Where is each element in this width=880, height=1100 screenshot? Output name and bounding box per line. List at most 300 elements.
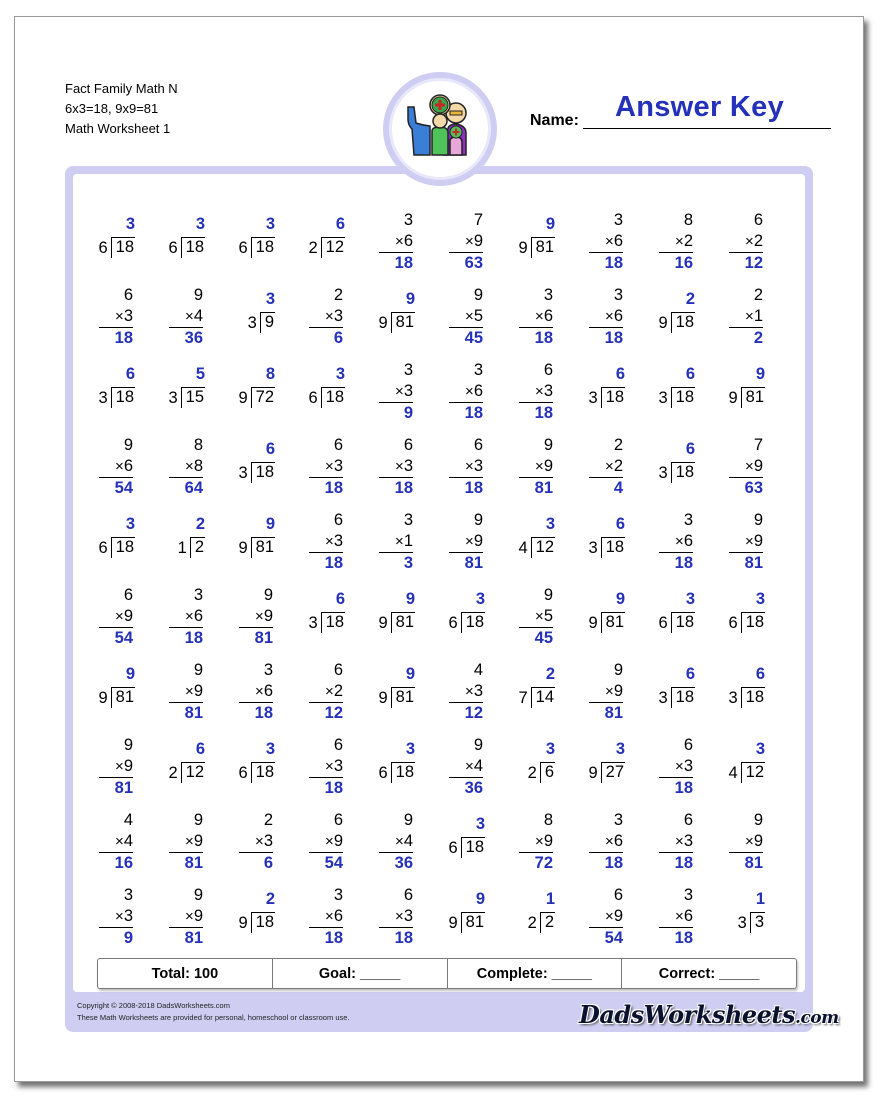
product-answer: 81 (464, 554, 483, 572)
dividend-box (601, 365, 625, 408)
factor-bottom: 4 (473, 757, 483, 775)
factor-top: 3 (683, 511, 693, 529)
divisor: 2 (527, 914, 537, 932)
divisor: 3 (588, 389, 598, 407)
factor-bottom-row (729, 456, 763, 478)
division-bracket (518, 515, 555, 558)
factor-top: 4 (473, 661, 483, 679)
dividend: 81 (465, 913, 484, 931)
factor-bottom: 6 (613, 307, 623, 325)
product-answer: 54 (324, 854, 343, 872)
times-sign: × (395, 908, 404, 925)
multiplication-stack (729, 810, 763, 874)
name-line (583, 128, 831, 129)
division-problem (647, 269, 717, 344)
factor-bottom: 6 (613, 232, 623, 250)
quotient-answer: 9 (475, 890, 485, 908)
multiplication-problem (437, 644, 507, 722)
dividend: 81 (535, 238, 554, 256)
multiplication-problem (577, 194, 647, 272)
factor-top: 6 (613, 886, 623, 904)
dividend-box (601, 590, 625, 633)
copyright-line: Copyright © 2008-2018 DadsWorksheets.com (77, 1001, 230, 1010)
dividend-box (251, 890, 275, 933)
factor-top: 6 (333, 511, 343, 529)
factor-bottom: 8 (193, 457, 203, 475)
times-sign: × (255, 833, 264, 850)
divisor: 6 (98, 539, 108, 557)
dividend-box (391, 665, 415, 708)
division-problem (157, 194, 227, 269)
dividend: 18 (675, 688, 694, 706)
dividend: 18 (605, 538, 624, 556)
product-answer: 18 (324, 554, 343, 572)
multiplication-stack (169, 585, 203, 649)
divisor: 9 (588, 614, 598, 632)
dividend-box (111, 665, 135, 708)
dividend-box (321, 365, 345, 408)
multiplication-problem (297, 494, 367, 572)
dividend-box (741, 665, 765, 708)
division-bracket (658, 365, 695, 408)
factor-bottom-row (379, 456, 413, 478)
division-problem (227, 719, 297, 794)
divisor: 6 (308, 389, 318, 407)
division-problem (227, 344, 297, 419)
division-problem (227, 419, 297, 494)
factor-bottom-row (169, 831, 203, 853)
division-problem (157, 344, 227, 419)
divisor: 1 (177, 539, 187, 557)
factor-top: 3 (263, 661, 273, 679)
multiplication-problem (297, 794, 367, 872)
dividend: 18 (675, 388, 694, 406)
division-problem (367, 269, 437, 344)
factor-bottom-row (99, 606, 133, 628)
quotient-answer: 9 (545, 215, 555, 233)
times-sign: × (535, 308, 544, 325)
divisor: 3 (308, 614, 318, 632)
multiplication-problem (157, 794, 227, 872)
name-label: Name: (530, 112, 579, 129)
multiplication-stack (589, 810, 623, 874)
division-bracket (658, 665, 695, 708)
times-sign: × (325, 908, 334, 925)
dividend-box (461, 590, 485, 633)
factor-bottom-row (449, 531, 483, 553)
product-answer: 81 (254, 629, 273, 647)
division-bracket (527, 890, 555, 933)
multiplication-stack (589, 435, 623, 499)
product-answer: 12 (464, 704, 483, 722)
dividend-box (741, 740, 765, 783)
multiplication-stack (729, 285, 763, 349)
times-sign: × (395, 233, 404, 250)
multiplication-problem (367, 494, 437, 572)
division-bracket (518, 215, 555, 258)
multiplication-stack (379, 360, 413, 424)
factor-bottom: 3 (123, 907, 133, 925)
complete-field: Complete: _____ (448, 959, 623, 988)
division-problem (647, 569, 717, 644)
factor-bottom: 6 (543, 307, 553, 325)
divisor: 2 (168, 764, 178, 782)
factor-bottom-row (589, 906, 623, 928)
dividend-box (531, 515, 555, 558)
factor-bottom: 3 (123, 307, 133, 325)
factor-top: 3 (403, 511, 413, 529)
divisor: 2 (308, 239, 318, 257)
division-bracket (247, 290, 275, 333)
factor-bottom: 9 (263, 607, 273, 625)
factor-bottom: 3 (543, 382, 553, 400)
times-sign: × (605, 833, 614, 850)
quotient-answer: 6 (265, 440, 275, 458)
factor-bottom: 6 (123, 457, 133, 475)
times-sign: × (675, 833, 684, 850)
multiplication-problem (577, 869, 647, 947)
multiplication-problem (717, 794, 787, 872)
division-bracket (238, 890, 275, 933)
multiplication-problem (437, 419, 507, 497)
division-bracket (737, 890, 765, 933)
multiplication-problem (717, 269, 787, 347)
factor-bottom: 9 (543, 457, 553, 475)
product-answer: 45 (464, 329, 483, 347)
factor-bottom-row (659, 756, 693, 778)
division-problem (157, 494, 227, 569)
multiplication-problem (507, 794, 577, 872)
factor-top: 6 (543, 361, 553, 379)
multiplication-problem (157, 644, 227, 722)
multiplication-problem (437, 269, 507, 347)
divisor: 3 (658, 464, 668, 482)
multiplication-stack (309, 435, 343, 499)
times-sign: × (465, 308, 474, 325)
dividend: 81 (115, 688, 134, 706)
division-problem (87, 344, 157, 419)
division-problem (227, 494, 297, 569)
product-answer: 72 (534, 854, 553, 872)
divisor: 9 (448, 914, 458, 932)
dividend-box (391, 740, 415, 783)
dividend: 81 (605, 613, 624, 631)
division-problem (717, 344, 787, 419)
times-sign: × (255, 608, 264, 625)
dividend: 81 (745, 388, 764, 406)
factor-bottom-row (449, 681, 483, 703)
factor-bottom-row (169, 306, 203, 328)
multiplication-problem (437, 719, 507, 797)
times-sign: × (465, 233, 474, 250)
factor-top: 6 (473, 436, 483, 454)
multiplication-problem (647, 794, 717, 872)
divisor: 3 (168, 389, 178, 407)
division-bracket (238, 740, 275, 783)
times-sign: × (605, 458, 614, 475)
factor-bottom: 3 (473, 457, 483, 475)
quotient-answer: 3 (125, 515, 135, 533)
divisor: 3 (588, 539, 598, 557)
factor-bottom-row (449, 381, 483, 403)
factor-top: 9 (543, 586, 553, 604)
division-bracket (168, 365, 205, 408)
divisor: 9 (378, 689, 388, 707)
divisor: 6 (448, 614, 458, 632)
factor-bottom: 3 (333, 457, 343, 475)
times-sign: × (745, 533, 754, 550)
dividend-box (540, 890, 555, 933)
answer-key-label: Answer Key (615, 91, 785, 123)
quotient-answer: 3 (335, 365, 345, 383)
times-sign: × (115, 908, 124, 925)
dividend: 18 (395, 763, 414, 781)
factor-top: 6 (753, 211, 763, 229)
product-answer: 16 (114, 854, 133, 872)
dividend: 12 (745, 763, 764, 781)
dividend: 81 (395, 613, 414, 631)
times-sign: × (185, 908, 194, 925)
multiplication-stack (169, 660, 203, 724)
product-answer: 12 (744, 254, 763, 272)
division-problem (87, 194, 157, 269)
dividend: 18 (115, 538, 134, 556)
factor-bottom-row (589, 831, 623, 853)
worksheet-number: Math Worksheet 1 (65, 121, 171, 136)
division-problem (717, 569, 787, 644)
dividend: 27 (605, 763, 624, 781)
division-problem (717, 869, 787, 944)
factor-top: 6 (403, 436, 413, 454)
multiplication-problem (647, 494, 717, 572)
times-sign: × (465, 458, 474, 475)
dividend-box (251, 215, 275, 258)
multiplication-problem (507, 344, 577, 422)
multiplication-problem (157, 419, 227, 497)
factor-bottom: 9 (613, 907, 623, 925)
division-problem (437, 794, 507, 869)
factor-bottom-row (309, 756, 343, 778)
dividend: 18 (675, 463, 694, 481)
dividend: 2 (194, 538, 204, 556)
multiplication-problem (437, 194, 507, 272)
multiplication-stack (659, 210, 693, 274)
divisor: 9 (238, 914, 248, 932)
divisor: 6 (98, 239, 108, 257)
multiplication-stack (449, 210, 483, 274)
multiplication-stack (169, 810, 203, 874)
product-answer: 54 (604, 929, 623, 947)
multiplication-problem (647, 869, 717, 947)
product-answer: 2 (753, 329, 763, 347)
multiplication-problem (437, 494, 507, 572)
division-bracket (728, 740, 765, 783)
dividend-box (391, 590, 415, 633)
worksheet-page (14, 16, 864, 1082)
factor-top: 8 (683, 211, 693, 229)
multiplication-stack (589, 885, 623, 949)
factor-top: 6 (333, 736, 343, 754)
multiplication-problem (717, 194, 787, 272)
factor-bottom: 3 (403, 907, 413, 925)
factor-bottom-row (169, 456, 203, 478)
factor-top: 6 (683, 736, 693, 754)
dividend: 12 (185, 763, 204, 781)
times-sign: × (745, 458, 754, 475)
times-sign: × (325, 833, 334, 850)
factor-bottom-row (239, 606, 273, 628)
multiplication-stack (99, 735, 133, 799)
factor-top: 8 (193, 436, 203, 454)
quotient-answer: 9 (755, 365, 765, 383)
dividend: 12 (535, 538, 554, 556)
factor-bottom-row (449, 756, 483, 778)
division-problem (507, 494, 577, 569)
factor-top: 9 (473, 511, 483, 529)
factor-bottom: 3 (403, 457, 413, 475)
factor-bottom-row (169, 606, 203, 628)
multiplication-stack (99, 435, 133, 499)
multiplication-problem (87, 419, 157, 497)
factor-bottom-row (379, 906, 413, 928)
multiplication-problem (647, 194, 717, 272)
times-sign: × (325, 683, 334, 700)
division-problem (227, 869, 297, 944)
factor-top: 9 (193, 811, 203, 829)
division-bracket (308, 215, 345, 258)
multiplication-problem (577, 794, 647, 872)
factor-bottom-row (379, 381, 413, 403)
product-answer: 81 (114, 779, 133, 797)
multiplication-problem (87, 869, 157, 947)
product-answer: 63 (744, 479, 763, 497)
times-sign: × (675, 908, 684, 925)
multiplication-stack (589, 285, 623, 349)
factor-top: 7 (753, 436, 763, 454)
divisor: 6 (168, 239, 178, 257)
factor-top: 9 (473, 736, 483, 754)
brand-name: DadsWorksheets (579, 1000, 796, 1029)
multiplication-problem (507, 419, 577, 497)
quotient-answer: 6 (755, 665, 765, 683)
division-problem (87, 644, 157, 719)
multiplication-stack (99, 810, 133, 874)
times-sign: × (395, 383, 404, 400)
divisor: 4 (518, 539, 528, 557)
multiplication-problem (647, 719, 717, 797)
dividend-box (181, 215, 205, 258)
division-bracket (98, 665, 135, 708)
divisor: 6 (448, 839, 458, 857)
multiplication-stack (379, 885, 413, 949)
division-problem (647, 419, 717, 494)
multiplication-stack (729, 510, 763, 574)
times-sign: × (605, 908, 614, 925)
division-problem (227, 269, 297, 344)
problem-frame (65, 166, 839, 1032)
factor-bottom-row (519, 306, 553, 328)
factor-bottom-row (99, 756, 133, 778)
division-bracket (658, 590, 695, 633)
product-answer: 18 (534, 404, 553, 422)
multiplication-problem (717, 494, 787, 572)
worksheet-facts: 6x3=18, 9x9=81 (65, 101, 159, 116)
product-answer: 18 (464, 479, 483, 497)
division-bracket (98, 515, 135, 558)
quotient-answer: 6 (615, 515, 625, 533)
divisor: 9 (98, 689, 108, 707)
division-bracket (527, 740, 555, 783)
division-problem (577, 569, 647, 644)
quotient-answer: 2 (265, 890, 275, 908)
multiplication-stack (449, 360, 483, 424)
family-icon (400, 89, 480, 169)
product-answer: 81 (604, 704, 623, 722)
multiplication-problem (367, 194, 437, 272)
divisor: 3 (238, 464, 248, 482)
divisor: 3 (658, 389, 668, 407)
quotient-answer: 9 (615, 590, 625, 608)
factor-top: 9 (193, 661, 203, 679)
times-sign: × (395, 833, 404, 850)
factor-top: 9 (753, 811, 763, 829)
factor-bottom-row (589, 306, 623, 328)
division-problem (647, 644, 717, 719)
factor-bottom-row (589, 231, 623, 253)
factor-bottom-row (729, 531, 763, 553)
factor-bottom-row (659, 906, 693, 928)
multiplication-problem (87, 269, 157, 347)
dividend: 18 (465, 838, 484, 856)
product-answer: 36 (464, 779, 483, 797)
times-sign: × (605, 683, 614, 700)
multiplication-stack (169, 435, 203, 499)
product-answer: 36 (394, 854, 413, 872)
times-sign: × (325, 533, 334, 550)
factor-bottom-row (309, 306, 343, 328)
division-bracket (588, 365, 625, 408)
division-bracket (378, 590, 415, 633)
problem-grid (87, 194, 787, 947)
division-bracket (98, 215, 135, 258)
factor-bottom-row (659, 831, 693, 853)
multiplication-stack (449, 510, 483, 574)
quotient-answer: 3 (405, 740, 415, 758)
multiplication-problem (87, 719, 157, 797)
quotient-answer: 3 (545, 740, 555, 758)
times-sign: × (115, 308, 124, 325)
quotient-answer: 1 (545, 890, 555, 908)
factor-top: 3 (543, 286, 553, 304)
factor-bottom: 1 (403, 532, 413, 550)
product-answer: 3 (403, 554, 413, 572)
quotient-answer: 3 (475, 815, 485, 833)
factor-top: 3 (123, 886, 133, 904)
division-bracket (238, 215, 275, 258)
factor-top: 9 (543, 436, 553, 454)
multiplication-problem (367, 344, 437, 422)
dividend-box (741, 590, 765, 633)
times-sign: × (535, 383, 544, 400)
product-answer: 18 (464, 404, 483, 422)
division-problem (297, 344, 367, 419)
division-problem (577, 344, 647, 419)
division-bracket (238, 515, 275, 558)
multiplication-stack (519, 360, 553, 424)
multiplication-problem (227, 794, 297, 872)
factor-top: 6 (403, 886, 413, 904)
factor-bottom-row (99, 306, 133, 328)
